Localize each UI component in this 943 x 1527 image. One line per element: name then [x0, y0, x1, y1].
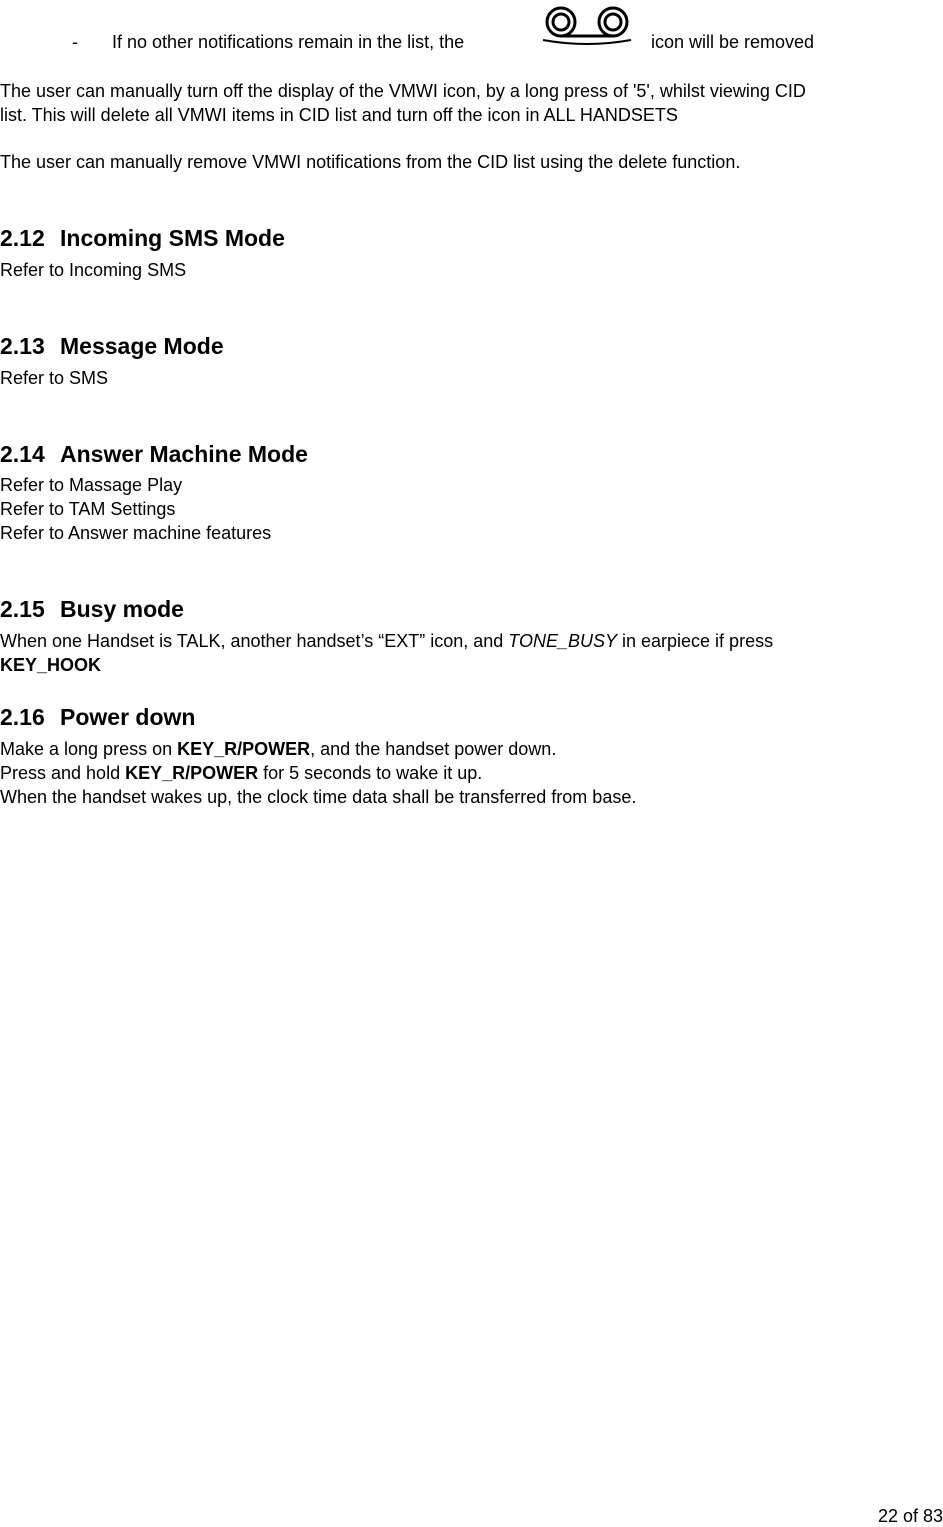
bullet-tail: icon will be removed — [651, 32, 815, 52]
text-run: When one Handset is TALK, another handset’s “EXT” icon, and — [0, 631, 509, 651]
body-line: Refer to Incoming SMS — [0, 260, 187, 280]
section-heading — [0, 595, 184, 623]
section-title: Power down — [60, 704, 196, 730]
body-line: When the handset wakes up, the clock time data shall be transferred from base. — [0, 787, 637, 807]
section-heading — [0, 440, 308, 468]
text-run: Press and hold — [0, 763, 126, 783]
section-number: 2.14 — [0, 441, 45, 467]
bold-term: KEY_R/POWER — [177, 739, 311, 759]
section-heading — [0, 224, 285, 252]
italic-term: TONE_BUSY — [508, 631, 617, 651]
section-heading — [0, 703, 195, 731]
bullet-dash: - — [72, 32, 78, 52]
section-number: 2.15 — [0, 596, 45, 622]
body-line — [0, 738, 556, 760]
body-line: Refer to Answer machine features — [0, 523, 272, 543]
section-number: 2.12 — [0, 225, 45, 251]
section-title: Message Mode — [60, 333, 224, 359]
text-run: in earpiece if press — [617, 631, 774, 651]
body-line: Refer to SMS — [0, 368, 109, 388]
paragraph-line: The user can manually turn off the display of the VMWI icon, by a long press of '5', whilst viewing CID — [0, 81, 806, 101]
section-number: 2.13 — [0, 333, 45, 359]
paragraph-line: list. This will delete all VMWI items in CID list and turn off the icon in ALL HANDSETS — [0, 105, 678, 125]
body-line: Refer to TAM Settings — [0, 499, 176, 519]
voicemail-icon — [537, 2, 637, 46]
text-run: Make a long press on — [0, 739, 178, 759]
text-run: for 5 seconds to wake it up. — [258, 763, 483, 783]
body-line — [0, 762, 482, 784]
section-heading — [0, 332, 224, 360]
section-title: Incoming SMS Mode — [60, 225, 285, 251]
section-number: 2.16 — [0, 704, 45, 730]
bullet-text: If no other notifications remain in the list, the — [112, 32, 465, 52]
bold-term: KEY_HOOK — [0, 655, 102, 675]
page-number: 22 of 83 — [877, 1506, 943, 1526]
body-line — [0, 630, 773, 652]
section-title: Answer Machine Mode — [60, 441, 308, 467]
text-run: , and the handset power down. — [310, 739, 557, 759]
body-line: Refer to Massage Play — [0, 475, 183, 495]
paragraph-line: The user can manually remove VMWI notifications from the CID list using the delete function. — [0, 152, 741, 172]
section-title: Busy mode — [60, 596, 184, 622]
bold-term: KEY_R/POWER — [125, 763, 259, 783]
